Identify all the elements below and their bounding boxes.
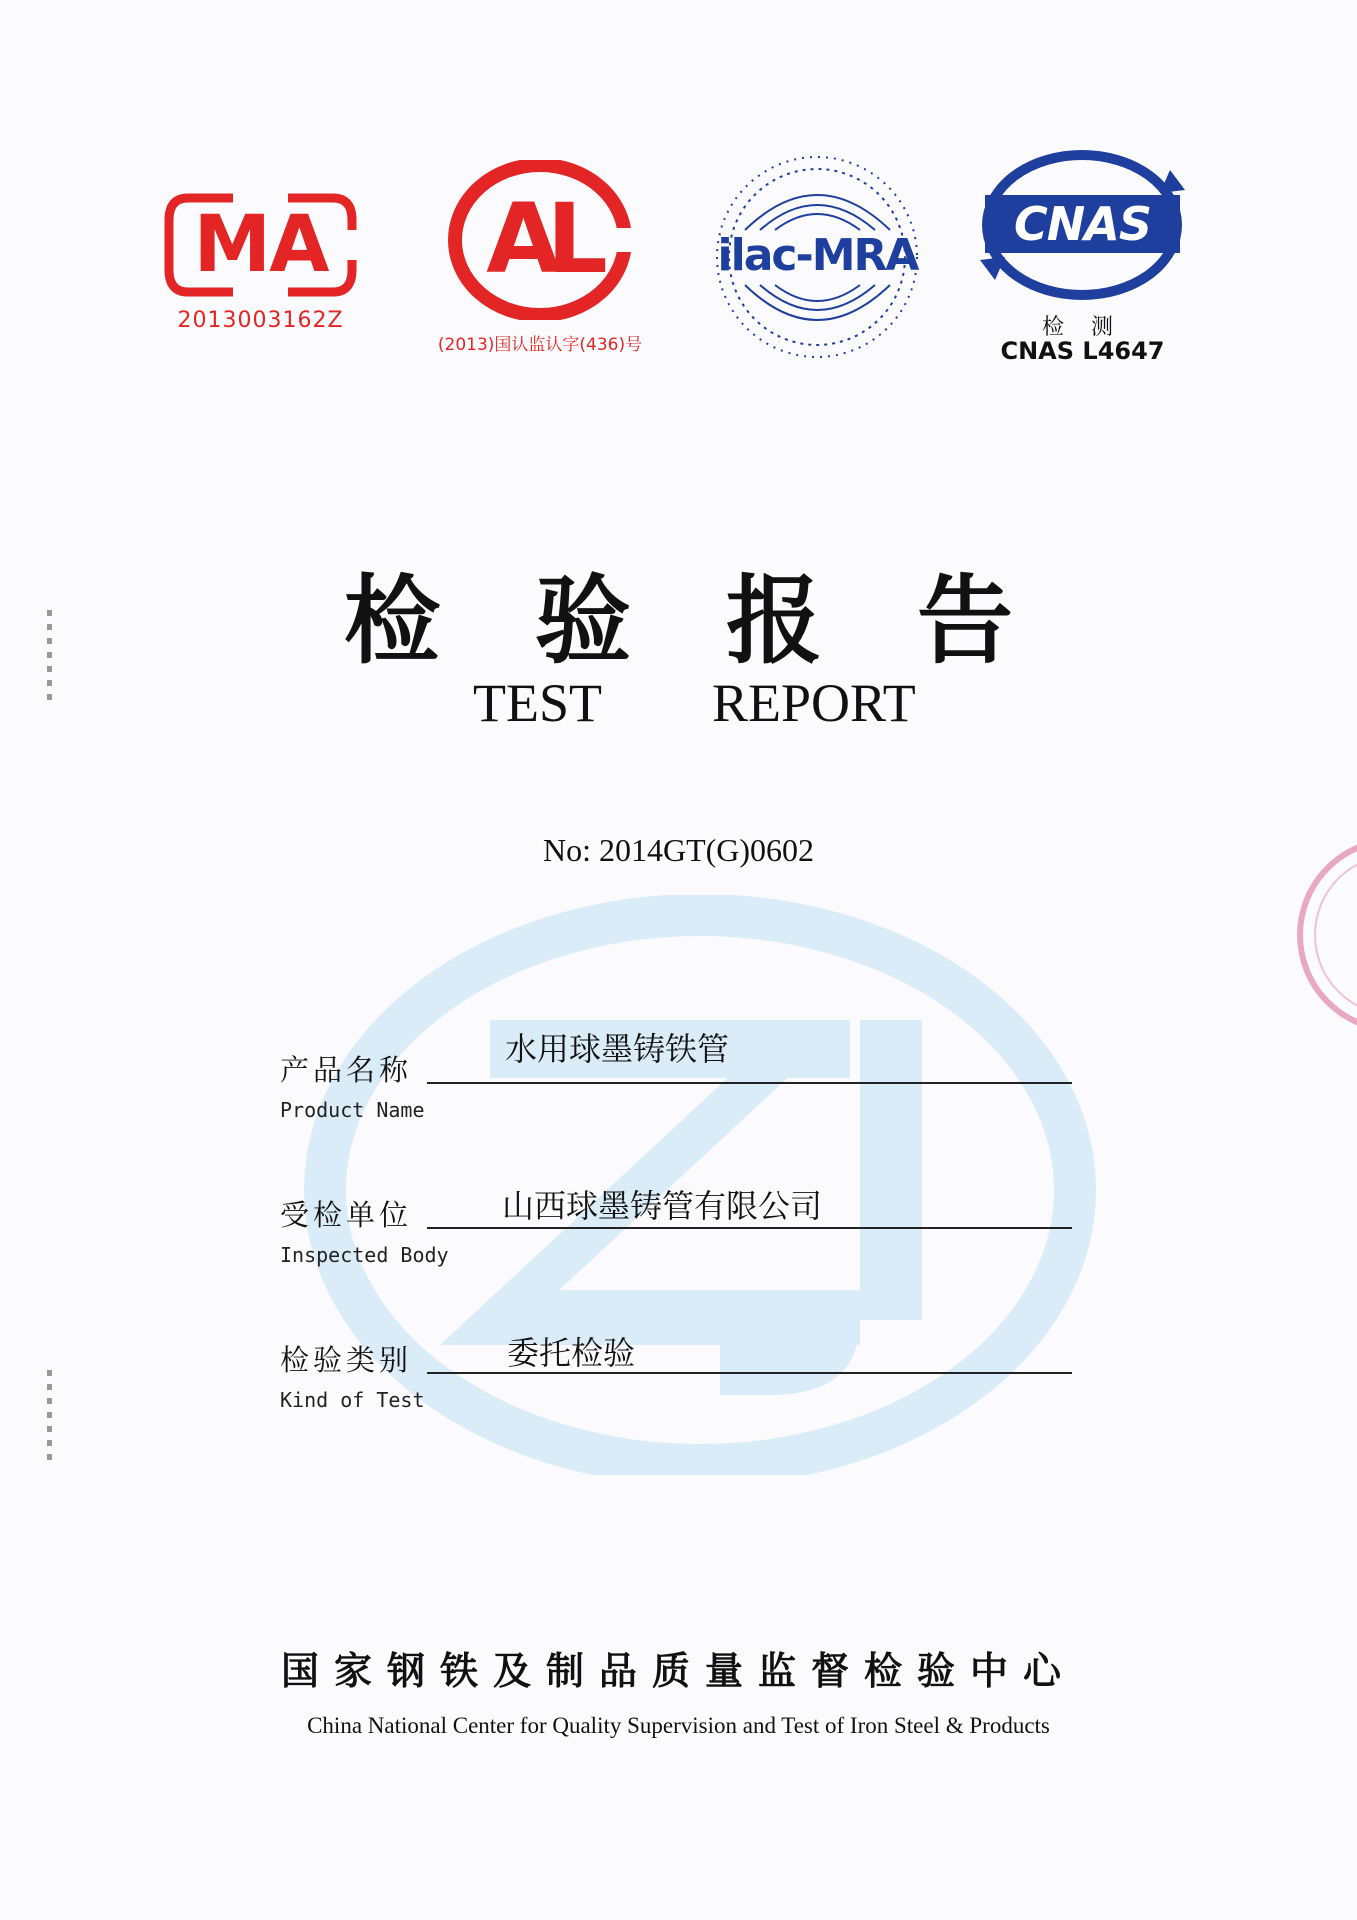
cma-code: 2013003162Z	[177, 308, 344, 333]
binding-mark	[47, 1370, 52, 1460]
report-title-cn: 检验报告	[344, 564, 1108, 677]
field-inspected-body	[280, 1165, 1080, 1275]
report-title-en-right: REPORT	[712, 673, 916, 733]
field-label-en: Product Name	[280, 1098, 425, 1122]
cnas-logo-text: CNAS	[1014, 197, 1151, 251]
cal-logo	[405, 160, 675, 360]
field-product-name	[280, 1020, 1080, 1130]
cnas-logo	[980, 145, 1185, 370]
field-value: 山西球墨铸管有限公司	[502, 1187, 823, 1225]
field-label-en: Inspected Body	[280, 1243, 449, 1267]
field-label-cn: 受检单位	[280, 1198, 413, 1232]
field-underline	[427, 1227, 1072, 1229]
cnas-code: CNAS L4647	[1000, 337, 1165, 365]
cal-caption: (2013)国认监认字(436)号	[437, 335, 643, 355]
cal-logo-text: AL	[486, 183, 594, 295]
field-label-en: Kind of Test	[280, 1388, 425, 1412]
report-number: No: 2014GT(G)0602	[542, 832, 815, 868]
ilac-mra-logo	[705, 150, 930, 365]
cma-logo-text: MA	[193, 200, 328, 290]
field-label-cn: 检验类别	[280, 1343, 413, 1377]
field-underline	[427, 1082, 1072, 1084]
field-label-cn: 产品名称	[280, 1053, 413, 1087]
cnas-sub: 检 测	[1042, 315, 1123, 340]
field-value: 委托检验	[507, 1334, 636, 1372]
issuer-name-cn: 国家钢铁及制品质量监督检验中心	[280, 1649, 1076, 1693]
cma-logo	[163, 190, 358, 350]
ilac-mra-text: ilac-MRA	[717, 230, 918, 281]
field-value: 水用球墨铸铁管	[505, 1030, 730, 1068]
report-title-en-left: TEST	[473, 673, 602, 733]
field-underline	[427, 1372, 1072, 1374]
issuer-name-en: China National Center for Quality Supervision and Test of Iron Steel & Products	[307, 1713, 1050, 1738]
field-kind-of-test	[280, 1310, 1080, 1420]
